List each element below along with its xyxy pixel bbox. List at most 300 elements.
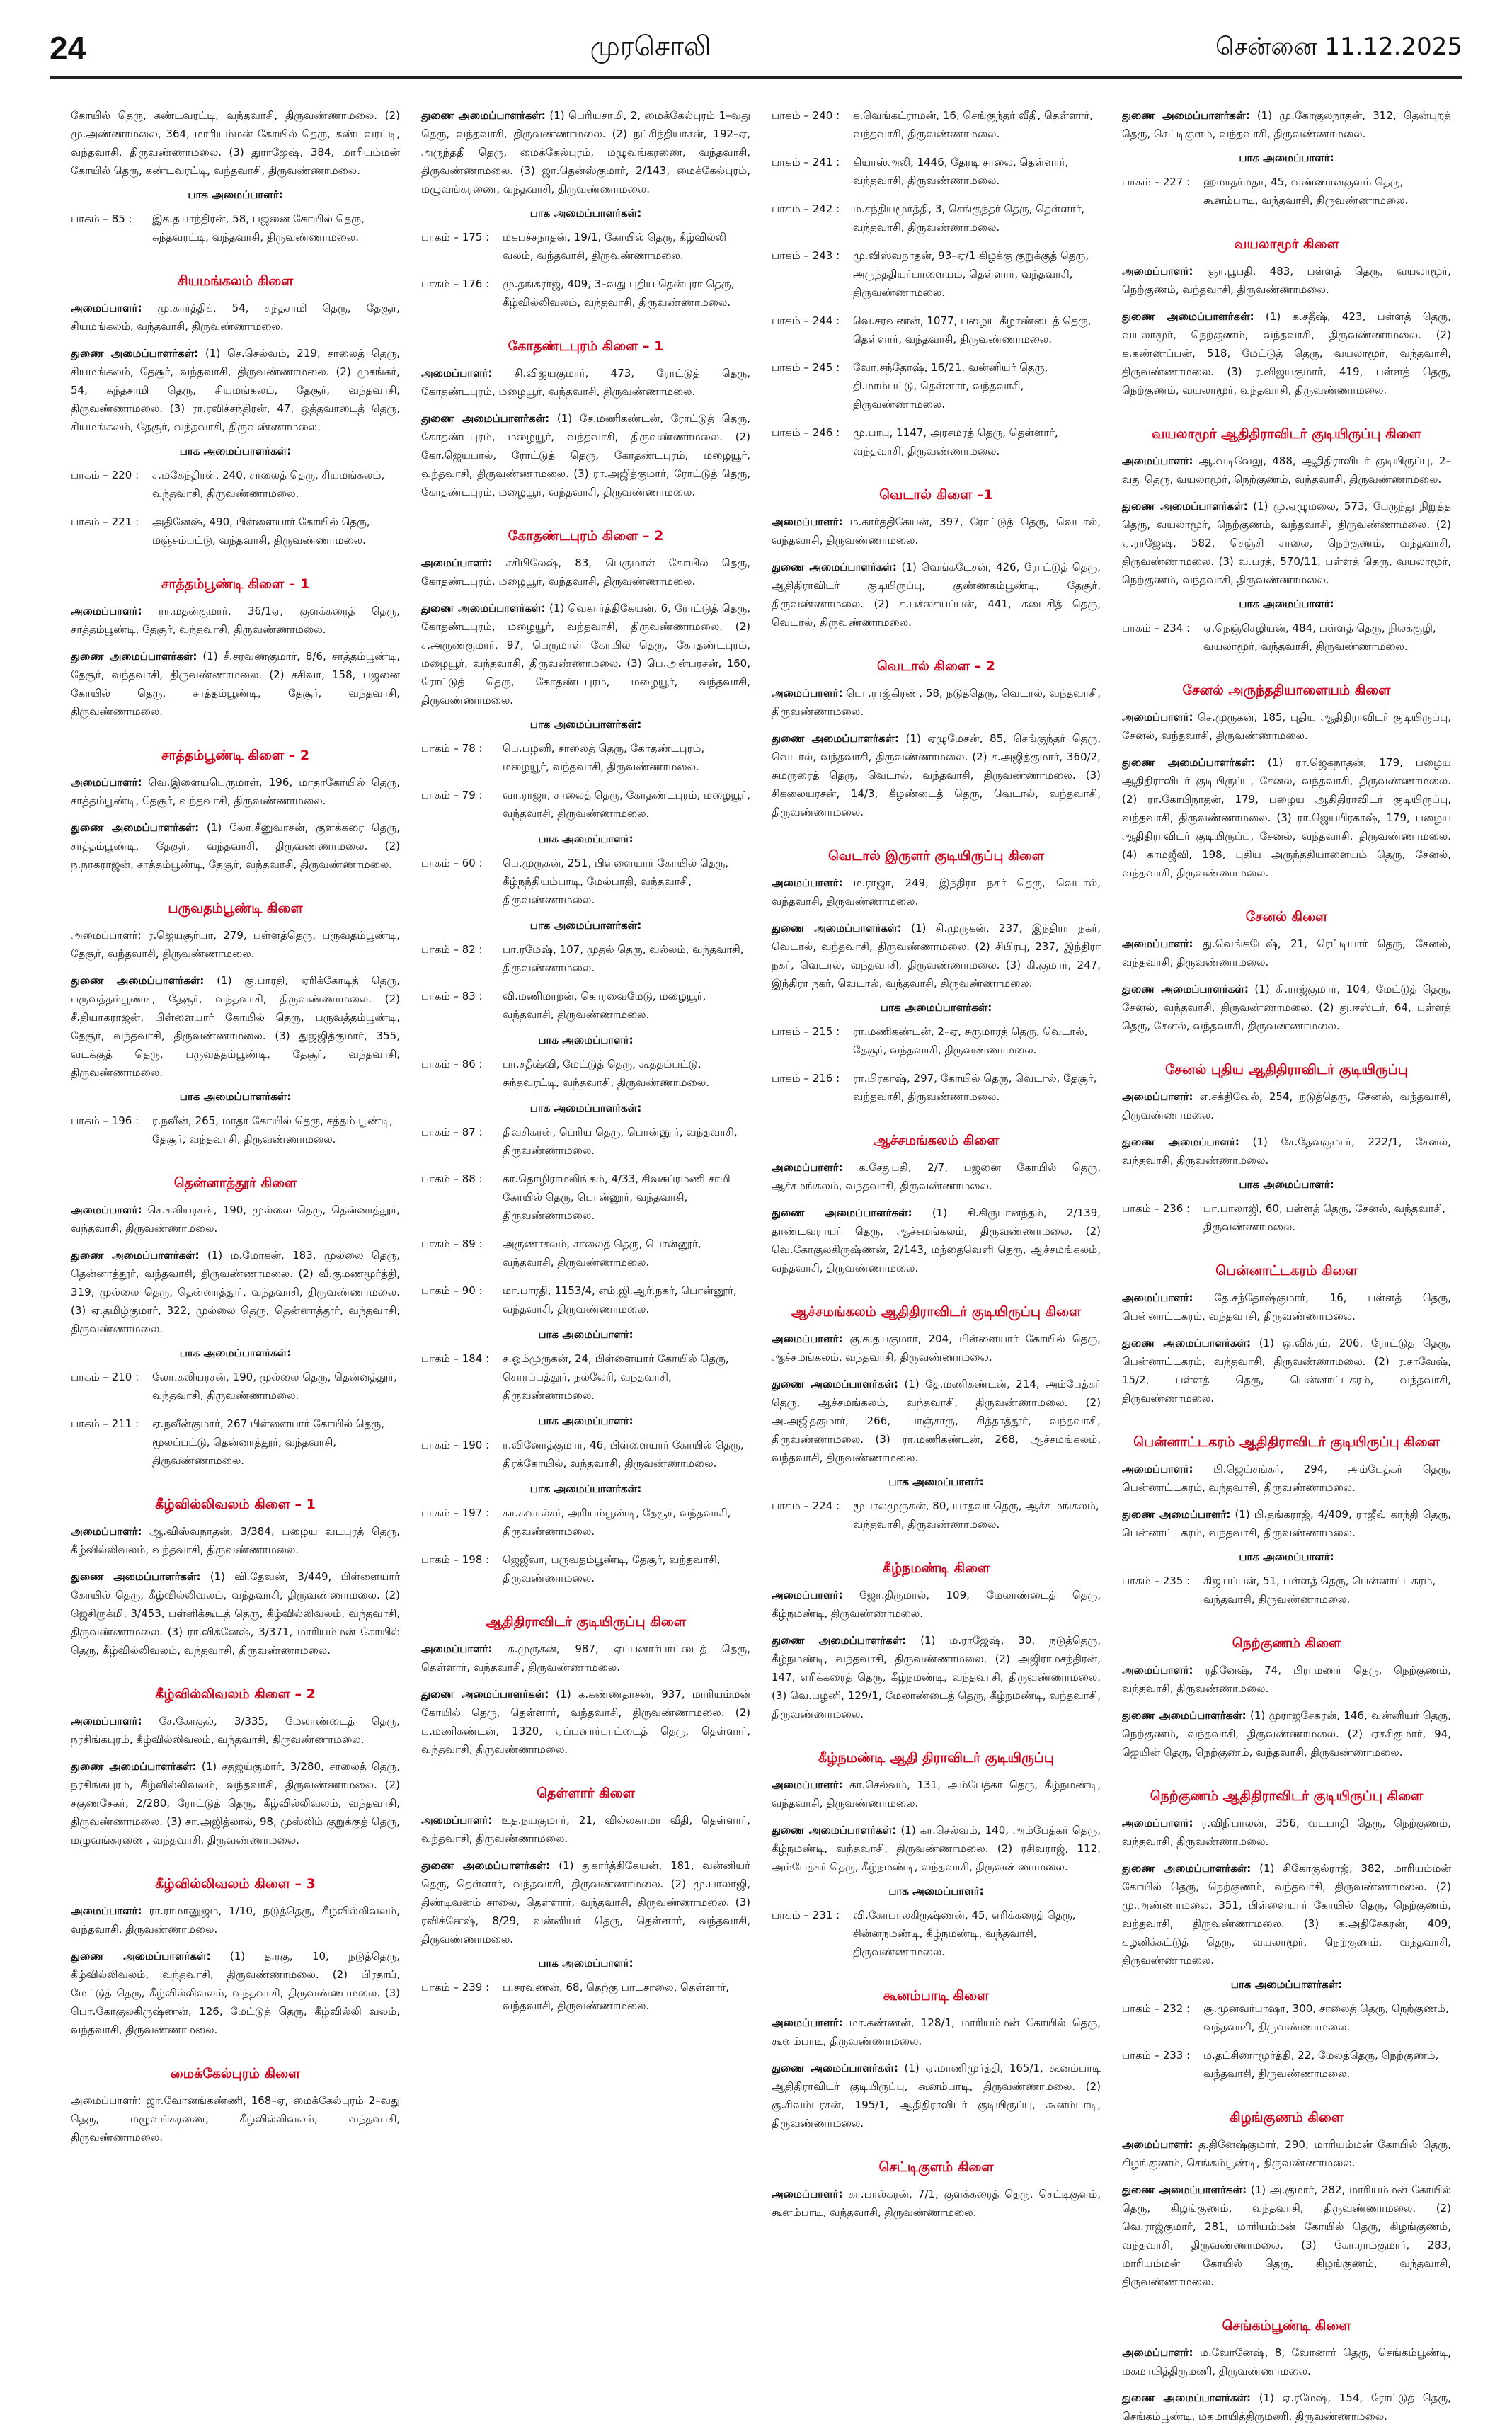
entry-text: வோ.சந்தோஷ், 16/21, வன்னியர் தெரு, தி.மாம்பட்டு, தெள்ளார், வந்தவாசி, திருவண்ணாமலை. [853,361,1048,411]
paragraph-text: (1) மு.கோகுலநாதன், 312, தென்புறத் தெரு, செட்டிகுளம், வந்தவாசி, திருவண்ணாமலை. [1122,109,1452,140]
body-paragraph [1122,1505,1451,1542]
branch-heading: சியமங்கலம் கிளை [177,273,294,289]
paragraph-text: ம.ராஜா, 249, இந்திரா நகர் தெரு, வெடால், வந்தவாசி, திருவண்ணாமலை. [772,876,1101,908]
part-entry [1122,1999,1451,2036]
entry-text: பா.சதீஷ்வி, மேட்டுத் தெரு, கூத்தம்பட்டு, சுந்தவரட்டி, வந்தவாசி, திருவண்ணாமலை. [503,1058,709,1089]
body-paragraph [71,971,400,1082]
body-paragraph [71,602,400,639]
body-paragraph [1122,2181,1451,2291]
entry-text: வெ.சரவணன், 1077, பழைய கீழாண்டைத் தெரு, தெள்ளார், வந்தவாசி, திருவண்ணாமலை. [853,314,1092,345]
body-paragraph [71,1902,400,1938]
branch-heading: நெற்குணம் ஆதிதிராவிடர் குடியிருப்பு கிளை [1150,1788,1424,1804]
part-entry [71,466,400,503]
role-label: துணை அமைப்பாளர்கள்: [421,1688,549,1701]
part-number: பாகம் – 224 : [772,1499,840,1512]
body-paragraph [1122,980,1451,1035]
column-1 [71,106,400,2434]
section-subheading: பாக அமைப்பாளர்: [1239,1178,1334,1191]
entry-text: ஹமாதர்மதா, 45, வண்ணான்குளம் தெரு, கூனம்பாடி, வந்தவாசி, திருவண்ணாமலை. [1203,176,1409,207]
role-label: துணை அமைப்பாளர்கள்: [1122,1709,1247,1722]
paragraph-text: க.முருகன், 987, ஏப்பனார்பாட்டைத் தெரு, தெள்ளார், வந்தவாசி, திருவண்ணாமலை. [421,1642,750,1674]
branch-heading: சேனல் புதிய ஆதிதிராவிடர் குடியிருப்பு [1165,1062,1408,1078]
body-paragraph [1122,1460,1451,1497]
paragraph-text: ர.விநிபாலன், 356, வடபாதி தெரு, நெற்குணம், வந்தவாசி, திருவண்ணாமலை. [1122,1817,1451,1848]
body-paragraph [1122,1859,1451,1970]
paragraph-text: (1) சிகோகுல்ராஜ், 382, மாரியம்மன் கோயில் தெரு, நெற்குணம், வந்தவாசி, திருவண்ணாமலை. (2) மு.அண்ணாமலை, 351, பிள்ளையார் கோயில் தெரு, நெற்குணம், வந்தவாசி, திருவண்ணாமலை. (3) க.அதிசேகரன், 409, கழனிக்கட்டுத் தெரு, வயலாமூர், நெற்குணம், வந்தவாசி, திருவண்ணாமலை. [1122,1862,1451,1967]
branch-heading: கீழ்நமண்டி கிளை [882,1560,990,1576]
part-entry [421,1170,750,1225]
part-number: பாகம் – 85 : [71,212,132,225]
body-paragraph [71,647,400,721]
role-label: அமைப்பாளர்: [772,1778,843,1791]
section-subheading: பாக அமைப்பாளர்கள்: [179,1090,292,1103]
section-subheading: பாக அமைப்பாளர்கள்: [179,445,292,457]
role-label: துணை அமைப்பாளர்கள்: [1122,756,1256,769]
part-number: பாகம் – 211 : [71,1417,139,1430]
branch-heading: பென்னாட்டகரம் ஆதிதிராவிடர் குடியிருப்பு கிளை [1133,1434,1440,1450]
part-number: பாகம் – 79 : [421,789,483,801]
branch-heading: தெள்ளார் கிளை [537,1785,635,1801]
body-paragraph [71,818,400,874]
role-label: அமைப்பாளர்: [71,1525,142,1538]
body-paragraph [71,1757,400,1849]
role-label: துணை அமைப்பாளர்கள்: [71,650,197,663]
part-number: பாகம் – 233 : [1122,2049,1191,2062]
section-subheading: பாக அமைப்பாளர்: [1239,152,1334,164]
role-label: அமைப்பாளர்: [421,1814,493,1827]
section-subheading: பாக அமைப்பாளர்கள்: [529,207,642,219]
body-paragraph [1122,1334,1451,1407]
branch-heading: கூனம்பாடி கிளை [883,1988,990,2004]
part-entry [1122,1572,1451,1609]
paragraph-text: (1) சதஜய்குமார், 3/280, சாலைத் தெரு, நரசிங்கபுரம், கீழ்வில்லிவலம், வந்தவாசி, திருவண்ணாமலை. (2) சகுணசேகர், 2/280, ரோட்டுத் தெரு, கீழ்வில்லிவலம், வந்தவாசி, திருவண்ணாமலை. (3) சா.அஜித்லால், 98, முஸ்லிம் குறுக்குத் தெரு, மழுவங்கரணை, வந்தவாசி, திருவண்ணாமலை. [71,1760,400,1846]
branch-heading: செங்கம்பூண்டி கிளை [1222,2318,1351,2333]
branch-heading: வெடால் இருளர் குடியிருப்பு கிளை [828,848,1044,864]
role-label: துணை அமைப்பாளர்கள்: [772,561,897,573]
part-entry [421,1978,750,2015]
part-entry [421,228,750,265]
role-label: அமைப்பாளர்: [1122,1090,1193,1103]
paragraph-text: த.தினேஷ்குமார், 290, மாரியம்மன் கோயில் தெரு, கிழங்குணம், செங்கம்பூண்டி, திருவண்ணாமலை. [1122,2138,1451,2169]
paragraph-text: (1) கி.ராஜ்குமார், 104, மேட்டுத் தெரு, சேனல், வந்தவாசி, திருவண்ணாமலை. (2) து.ஈஸ்டர், 64, பள்ளத் தெரு, சேனல், வந்தவாசி, திருவண்ணாமலை. [1122,983,1451,1032]
part-number: பாகம் – 215 : [772,1025,840,1038]
role-label: அமைப்பாளர்: [1122,2138,1193,2151]
body-paragraph [1122,307,1451,399]
entry-text: ஏ.நவீன்குமார், 267 பிள்ளையார் கோயில் தெரு, மூலப்பட்டு, தென்னாத்தூர், வந்தவாசி, திருவண்ணாமலை. [152,1417,384,1467]
part-number: பாகம் – 190 : [421,1439,490,1451]
paragraph-text: (1) ம.ராஜேஷ், 30, நடுத்தெரு, கீழ்நமண்டி, வந்தவாசி, திருவண்ணாமலை. (2) அஜிராமசந்திரன், 147, எரிக்கரைத் தெரு, கீழ்நமண்டி, வந்தவாசி, திருவண்ணாமலை. (3) வெ.பழனி, 129/1, மேலாண்டைத் தெரு, கீழ்நமண்டி, வந்தவாசி, திருவண்ணாமலை. [772,1634,1101,1720]
paragraph-text: (1) சே.மணிகண்டன், ரோட்டுத் தெரு, கோதண்டபுரம், மழையூர், வந்தவாசி, திருவண்ணாமலை. (2) கோ.ஜெயபால், ரோட்டுத் தெரு, கோதண்டபுரம், மழையூர், வந்தவாசி, திருவண்ணாமலை. (3) ரா.அஜித்குமார், ரோட்டுத் தெரு, கோதண்டபுரம், மழையூர், வந்தவாசி, திருவண்ணாமலை. [421,412,750,498]
part-number: பாகம் – 90 : [421,1284,483,1297]
paragraph-text: பொ.ராஜ்கிரண், 58, நடுத்தெரு, வெடால், வந்தவாசி, திருவண்ணாமலை. [772,687,1101,718]
body-paragraph [1122,1289,1451,1325]
section-subheading: பாக அமைப்பாளர்: [538,1415,634,1427]
entry-text: கா.தொழிராமலிங்கம், 4/33, சிவசுப்ரமணி சாமி கோயில் தெரு, பொன்னூர், வந்தவாசி, திருவண்ணாமலை. [503,1172,731,1222]
body-paragraph [1122,1661,1451,1698]
paragraph-text: (1) மு.ஏழுமலை, 573, பேருந்து நிறுத்த தெரு, வயலாமூர், நெற்குணம், வந்தவாசி, திருவண்ணாமலை. (2) ஏ.ராஜேஷ், 582, செஞ்சி சாலை, நெற்குணம், வந்தவாசி, திருவண்ணாமலை. (3) வ.பரத், 570/11, பள்ளத் தெரு, வயலாமூர், நெற்குணம், வந்தவாசி, திருவண்ணாமலை. [1122,500,1451,586]
body-paragraph [421,1811,750,1848]
part-entry [1122,2046,1451,2083]
part-entry [772,312,1101,348]
role-label: அமைப்பாளர்: [71,1904,142,1917]
body-paragraph [421,106,750,198]
part-number: பாகம் – 221 : [71,515,139,528]
paragraph-text: ஆ.விஸ்வநாதன், 3/384, பழைய வடபுரத் தெரு, கீழ்வில்லிவலம், வந்தவாசி, திருவண்ணாமலை. [71,1525,400,1556]
section-subheading: பாக அமைப்பாளர்: [538,1957,634,1970]
role-label: அமைப்பாளர்: [772,515,843,528]
entry-text: மு.தங்கராஜ், 409, 3–வது புதிய தென்புரா தெரு, கீழ்வில்லிவலம், வந்தவாசி, திருவண்ணாமலை. [503,278,735,309]
paragraph-text: து.வெங்கடேஷ், 21, ரெட்டியார் தெரு, சேனல், வந்தவாசி, திருவண்ணாமலை. [1122,937,1451,969]
part-entry [421,1504,750,1541]
role-label: துணை அமைப்பாளர்கள்: [772,732,899,745]
paragraph-text: (1) ஏ.ரமேஷ், 154, ரோட்டுத் தெரு, செங்கம்பூண்டி, மகமாயித்திருமணி, திருவண்ணாமலை. [1122,2392,1451,2423]
branch-heading: கீழ்நமண்டி ஆதி திராவிடர் குடியிருப்பு [818,1750,1054,1766]
body-paragraph [71,1947,400,2039]
body-paragraph [421,1856,750,1948]
section-subheading: பாக அமைப்பாளர்: [888,1885,984,1897]
part-entry [772,1022,1101,1059]
role-label: துணை அமைப்பாளர்கள்: [1122,1862,1252,1875]
branch-heading: கிழங்குணம் கிளை [1229,2110,1344,2125]
branch-heading: நெற்குணம் கிளை [1232,1635,1341,1651]
role-label: துணை அமைப்பாளர்கள்: [772,1634,907,1647]
branch-heading: கீழ்வில்லிவலம் கிளை – 3 [155,1876,316,1892]
section-subheading: பாக அமைப்பாளர்: [1239,1550,1334,1563]
part-entry [772,423,1101,460]
body-paragraph [772,2013,1101,2050]
role-label: துணை அமைப்பாளர்கள்: [421,412,550,425]
body-paragraph [772,1204,1101,1277]
part-number: பாகம் – 242 : [772,202,840,215]
column-2 [421,106,750,2434]
paragraph-text: ரா.மதன்குமார், 36/1ஏ, குளக்கரைத் தெரு, சாத்தம்பூண்டி, தேசூர், வந்தவாசி, திருவண்ணாமலை. [71,605,400,636]
part-number: பாகம் – 216 : [772,1072,840,1085]
entry-text: கியாஸ்அலி, 1446, தேரடி சாலை, தெள்ளார், வந்தவாசி, திருவண்ணாமலை. [853,156,1069,187]
part-number: பாகம் – 176 : [421,278,490,290]
part-number: பாகம் – 245 : [772,361,840,374]
paragraph-text: (1) ரா.ஜெகநாதன், 179, பழைய ஆதிதிராவிடர் குடியிருப்பு, சேனல், வந்தவாசி, திருவண்ணாமலை. (2) ரா.கோபிநாதன், 179, பழைய ஆதிதிராவிடர் குடியிருப்பு, வந்தவாசி, திருவண்ணாமலை. (3) ரா.ஜெயபிரகாஷ், 179, பழைய ஆதிதிராவிடர் குடியிருப்பு, சேனல், வந்தவாசி, திருவண்ணாமலை. (4) காமஜீவி, 198, புதிய அருந்ததியாளையம் தெரு, சேனல், வந்தவாசி, திருவண்ணாமலை. [1122,756,1451,879]
role-label: துணை அமைப்பாளர்கள்: [71,1249,200,1262]
entry-text: வி.மணிமாறன், கொரவைமேடு, மழையூர், வந்தவாசி, திருவண்ணாமலை. [503,990,706,1021]
body-paragraph [772,1631,1101,1723]
role-label: துணை அமைப்பாளர்கள்: [1122,2392,1252,2404]
part-entry [1122,1199,1451,1236]
paragraph-text: (1) ஏ.மாணிமூர்த்தி, 165/1, கூனம்பாடி ஆதிதிராவிடர் குடியிருப்பு, கூனம்பாடி, திருவண்ணாமலை. (2) கு.சிவம்பரசன், 195/1, ஆதிதிராவிடர் குடியிருப்பு, கூனம்பாடி, திருவண்ணாமலை. [772,2062,1101,2130]
paragraph-text: (1) துகார்த்திகேயன், 181, வன்னியர் தெரு, தெள்ளார், வந்தவாசி, திருவண்ணாமலை. (2) மு.பாலாஜி, திண்டிவனம் சாலை, தெள்ளார், வந்தவாசி, திருவண்ணாமலை. (3) ரவிக்னேஷ், 8/29, வன்னியர் தெரு, தெள்ளார், வந்தவாசி, திருவண்ணாமலை. [421,1859,750,1946]
entry-text: மகபச்சநாதன், 19/1, கோயில் தெரு, கீழ்வில்லி வலம், வந்தவாசி, திருவண்ணாமலை. [503,231,727,262]
masthead [50,20,1462,79]
part-entry [71,1112,400,1148]
role-label: அமைப்பாளர்: [1122,937,1193,950]
body-paragraph [71,1567,400,1659]
branch-heading: ஆதிதிராவிடர் குடியிருப்பு கிளை [486,1614,686,1630]
entry-text: மு.விஸ்வநாதன், 93–ஏ/1 கிழக்கு குறுக்குத் தெரு, அருந்ததியர்பாளையம், தெள்ளார், வந்தவாசி, திருவண்ணாமலை. [853,249,1089,299]
body-paragraph [772,2185,1101,2222]
part-number: பாகம் – 198 : [421,1553,490,1566]
part-number: பாகம் – 239 : [421,1981,490,1994]
part-number: பாகம் – 83 : [421,990,483,1002]
role-label: துணை அமைப்பாளர்கள்: [1122,500,1248,513]
body-paragraph [421,554,750,590]
entry-text: ப.சரவணன், 68, தெற்கு பாடசாலை, தெள்ளார், வந்தவாசி, திருவண்ணாமலை. [503,1981,730,2012]
branch-heading: தென்னாத்தூர் கிளை [173,1175,297,1191]
body-paragraph [1122,1814,1451,1851]
paragraph-text: மு.கார்த்திக், 54, சுந்தசாமி தெரு, தேசூர், சியமங்கலம், வந்தவாசி, திருவண்ணாமலை. [71,302,400,333]
body-paragraph [1122,935,1451,971]
part-number: பாகம் – 241 : [772,156,840,168]
entry-text: ரா.மணிகண்டன், 2–ஏ, சுருமாரத் தெரு, வெடால், தேசூர், வந்தவாசி, திருவண்ணாமலை. [853,1025,1088,1056]
body-paragraph [71,1201,400,1238]
body-paragraph [1122,2343,1451,2380]
part-number: பாகம் – 210 : [71,1371,139,1383]
body-paragraph [772,1776,1101,1812]
body-paragraph [421,599,750,709]
role-label: துணை அமைப்பாளர்கள்: [1122,310,1254,323]
part-number: பாகம் – 236 : [1122,1202,1191,1215]
entry-text: பெ.முருகன், 251, பிள்ளையார் கோயில் தெரு, கீழ்நந்தியம்பாடி, மேல்பாதி, வந்தவாசி, திருவண்ணாமலை. [503,857,729,906]
role-label: துணை அமைப்பாளர்கள்: [772,922,902,935]
part-entry [772,106,1101,143]
paragraph-text: (1) கு.பாரதி, ஏரிக்கோடித் தெரு, பருவத்தம்பூண்டி, தேசூர், வந்தவாசி, திருவண்ணாமலை. (2) சீ.தியாகராஜன், பிள்ளையார் கோயில் தெரு, பருவத்தம்பூண்டி, தேசூர், வந்தவாசி, திருவண்ணாமலை. (3) துஜஜித்குமார், 355, வடக்குத் தெரு, பருவத்தம்பூண்டி, தேசூர், வந்தவாசி, திருவண்ணாமலை. [71,974,400,1079]
paragraph-text: ம.கார்த்திகேயன், 397, ரோட்டுத் தெரு, வெடால், வந்தவாசி, திருவண்ணாமலை. [772,515,1101,547]
paragraph-text: சசிபிலேஷ், 83, பெருமாள் கோயில் தெரு, கோதண்டபுரம், மழையூர், வந்தவாசி, திருவண்ணாமலை. [421,556,750,588]
paragraph-text: (1) வெங்கடேசன், 426, ரோட்டுத் தெரு, ஆதிதிராவிடர் குடியிருப்பு, குண்ணகம்பூண்டி, தேசூர், திருவண்ணாமலை. (2) க.பச்சையப்பன், 441, கடைசித் தெரு, வெடால், திருவண்ணாமலை. [772,561,1101,629]
part-entry [421,1123,750,1160]
entry-text: வா.ராஜா, சாலைத் தெரு, கோதண்டபுரம், மழையூர், வந்தவாசி, திருவண்ணாமலை. [503,789,750,820]
part-number: பாகம் – 246 : [772,426,840,439]
body-paragraph [772,558,1101,632]
role-label: அமைப்பாளர்: [772,1161,843,1174]
body-paragraph [1122,452,1451,488]
role-label: துணை அமைப்பாளர்கள்: [1122,1337,1252,1349]
paragraph-text: செ.கலியரசன், 190, முல்லை தெரு, தென்னாத்தூர், வந்தவாசி, திருவண்ணாமலை. [71,1204,400,1235]
section-subheading: பாக அமைப்பாளர்கள்: [880,1001,992,1014]
role-label: துணை அமைப்பாளர்கள்: [71,821,200,834]
entry-text: சூ.முனவர்பாஷா, 300, சாலைத் தெரு, நெற்குணம், வந்தவாசி, திருவண்ணாமலை. [1203,2002,1449,2033]
body-paragraph [772,729,1101,821]
body-paragraph [71,344,400,436]
part-entry [71,1368,400,1405]
part-entry [772,153,1101,190]
paragraph-text: ரதினேஷ், 74, பிராமணர் தெரு, நெற்குணம், வந்தவாசி, திருவண்ணாமலை. [1122,1664,1451,1695]
part-number: பாகம் – 234 : [1122,622,1191,634]
part-number: பாகம் – 196 : [71,1114,139,1127]
branch-heading: வயலாமூர் ஆதிதிராவிடர் குடியிருப்பு கிளை [1152,426,1421,442]
body-paragraph [772,513,1101,549]
body-paragraph [772,919,1101,993]
section-subheading: பாக அமைப்பாளர்கள்: [179,1347,292,1359]
part-entry [772,358,1101,413]
part-entry [421,275,750,312]
part-entry [421,1235,750,1272]
role-label: அமைப்பாளர்: [772,2188,843,2200]
entry-text: வி.கோபாலகிருஷ்ணன், 45, எரிக்கரைத் தெரு, சின்னநமண்டி, கீழ்நமண்டி, வந்தவாசி, திருவண்ணாமலை. [853,1909,1076,1958]
body-paragraph [1122,2135,1451,2172]
role-label: துணை அமைப்பாளர்கள்: [71,1950,211,1962]
part-number: பாகம் – 232 : [1122,2002,1191,2015]
role-label: அமைப்பாளர்: [772,1589,843,1601]
branch-heading: வயலாமூர் கிளை [1234,236,1339,252]
paragraph-text: எ.சக்திவேல், 254, நடுத்தெரு, சேனல், வந்தவாசி, திருவண்ணாமலை. [1122,1090,1451,1121]
paragraph-text: மா.கண்ணன், 128/1, மாரியம்மன் கோயில் தெரு, கூனம்பாடி, திருவண்ணாமலை. [772,2016,1101,2047]
body-paragraph [772,1821,1101,1876]
body-paragraph [1122,497,1451,589]
paragraph-text: (1) க.கண்ணதாசன், 937, மாரியம்மன் கோயில் தெரு, தெள்ளார், வந்தவாசி, திருவண்ணாமலை. (2) ப.மணிகண்டன், 1320, ஏப்பனார்பாட்டைத் தெரு, தெள்ளார், வந்தவாசி, திருவண்ணாமலை. [421,1688,750,1756]
part-entry [772,1069,1101,1106]
entry-text: அதினேஷ், 490, பிள்ளையார் கோயில் தெரு, மஞ்சம்பட்டு, வந்தவாசி, திருவண்ணாமலை. [152,515,370,547]
role-label: அமைப்பாளர்: [421,1642,493,1655]
part-number: பாகம் – 87 : [421,1126,483,1138]
newspaper-name: முரசொலி [590,30,711,62]
paragraph-text: க.சேதுபதி, 2/7, பஜனை கோயில் தெரு, ஆச்சமங்கலம், வந்தவாசி, திருவண்ணாமலை. [772,1161,1101,1192]
role-label: அமைப்பாளர்: [1122,455,1193,467]
role-label: அமைப்பாளர்: [71,776,142,789]
paragraph-text: (1) செ.செல்வம், 219, சாலைத் தெரு, சியமங்கலம், தேசூர், வந்தவாசி, திருவண்ணாமலை. (2) முசங்கர், 54, சுந்தசாமி தெரு, சியமங்கலம், தேசூர், வந்தவாசி, திருவண்ணாமலை. (3) ரா.ரவிச்சந்திரன், 47, ஒத்தவாடைத் தெரு, சியமங்கலம், தேசூர், வந்தவாசி, திருவண்ணாமலை. [71,347,400,433]
page-number: 24 [50,30,86,67]
body-paragraph [772,1330,1101,1366]
entry-text: ம.சந்தியமூர்த்தி, 3, செங்குந்தர் தெரு, தெள்ளார், வந்தவாசி, திருவண்ணாமலை. [853,202,1085,234]
body-paragraph [421,364,750,401]
entry-text: ரா.பிரகாஷ், 297, கோயில் தெரு, வெடால், தேசூர், வந்தவாசி, திருவண்ணாமலை. [853,1072,1097,1103]
role-label: அமைப்பாளர்: [1122,1291,1193,1304]
paragraph-text: கு.க.தயகுமார், 204, பிள்ளையார் கோயில் தெரு, ஆச்சமங்கலம், வந்தவாசி, திருவண்ணாமலை. [772,1332,1101,1364]
paragraph-text: (1) லோ.சீனுவாசன், குளக்கரை தெரு, சாத்தம்பூண்டி, தேசூர், வந்தவாசி, திருவண்ணாமலை. (2) ந.நாகராஜன், சாத்தம்பூண்டி, தேசூர், வந்தவாசி, திருவண்ணாமலை. [71,821,400,871]
part-entry [421,786,750,823]
body-paragraph [1122,708,1451,745]
part-number: பாகம் – 240 : [772,109,840,122]
part-entry [1122,173,1451,210]
paragraph-text: (1) ஒ.விக்ரம், 206, ரோட்டுத் தெரு, பென்னாட்டகரம், வந்தவாசி, திருவண்ணாமலை. (2) ர.சாவேஷ், 15/2, பள்ளத் தெரு, பென்னாட்டகரம், வந்தவாசி, திருவண்ணாமலை. [1122,1337,1452,1405]
part-entry [772,246,1101,302]
section-subheading: பாக அமைப்பாளர்: [888,1475,984,1488]
body-paragraph [71,106,400,180]
part-number: பாகம் – 197 : [421,1507,490,1519]
entry-text: ர.நவீன், 265, மாதா கோயில் தெரு, சத்தம் பூண்டி, தேசூர், வந்தவாசி, திருவண்ணாமலை. [152,1114,393,1145]
branch-heading: கோதண்டபுரம் கிளை – 1 [508,338,664,354]
part-number: பாகம் – 60 : [421,857,483,869]
body-paragraph [71,2091,400,2147]
paragraph-text: (1) சே.தேவகுமார், 222/1, சேனல், வந்தவாசி, திருவண்ணாமலை. [1122,1136,1451,1167]
part-entry [421,739,750,776]
branch-heading: கோதண்டபுரம் கிளை – 2 [508,528,664,544]
body-paragraph [1122,1087,1451,1124]
paragraph-text: அமைப்பாளர்: ஜா.வோனங்கண்ணி, 168–ஏ, மைக்கேல்புரம் 2–வது தெரு, மழுவங்கரணை, கீழ்வில்லிவலம், வந்தவாசி, திருவண்ணாமலை. [71,2094,400,2144]
branch-heading: ஆச்சமங்கலம் ஆதிதிராவிடர் குடியிருப்பு கிளை [791,1304,1082,1320]
body-paragraph [421,409,750,501]
body-paragraph [772,1375,1101,1467]
body-paragraph [772,684,1101,721]
branch-heading: கீழ்வில்லிவலம் கிளை – 2 [155,1686,316,1702]
body-paragraph [1122,2389,1451,2426]
part-entry [421,854,750,909]
body-paragraph [772,1158,1101,1195]
section-subheading: பாக அமைப்பாளர்கள்: [529,919,642,932]
entry-text: மு.பாபு, 1147, அரசமரத் தெரு, தெள்ளார், வந்தவாசி, திருவண்ணாமலை. [853,426,1058,457]
paragraph-text: (1) சி.கிருபானந்தம், 2/139, தாண்டவராயர் தெரு, ஆச்சமங்கலம், திருவண்ணாமலை. (2) வெ.கோகுலகிருஷ்ணன், 2/143, மந்தைவெளி தெரு, ஆச்சமங்கலம், வந்தவாசி, திருவண்ணாமலை. [772,1206,1101,1274]
dateline: சென்னை 11.12.2025 [1215,33,1462,61]
paragraph-text: தே.சந்தோஷ்குமார், 16, பள்ளத் தெரு, பென்னாட்டகரம், வந்தவாசி, திருவண்ணாமலை. [1122,1291,1451,1322]
paragraph-text: வெ.இளையபெருமாள், 196, மாதாகோயில் தெரு, சாத்தம்பூண்டி, தேசூர், வந்தவாசி, திருவண்ணாமலை. [71,776,400,807]
part-number: பாகம் – 243 : [772,249,840,262]
role-label: துணை அமைப்பாளர்கள்: [772,1824,897,1836]
branch-heading: செட்டிகுளம் கிளை [878,2159,994,2175]
part-number: பாகம் – 175 : [421,231,490,244]
role-label: அமைப்பாளர்: [1122,1817,1193,1829]
role-label: அமைப்பாளர்: [71,1204,142,1216]
part-number: பாகம் – 244 : [772,314,840,327]
paragraph-text: சே.கோகுல், 3/335, மேலாண்டைத் தெரு, நரசிங்கபுரம், கீழ்வில்லிவலம், வந்தவாசி, திருவண்ணாமலை. [71,1715,400,1746]
section-subheading: பாக அமைப்பாளர்: [1239,598,1334,610]
entry-text: கிஜயப்பன், 51, பள்ளத் தெரு, பென்னாட்டகரம், வந்தவாசி, திருவண்ணாமலை. [1203,1575,1436,1606]
part-number: பாகம் – 89 : [421,1238,483,1250]
part-number: பாகம் – 88 : [421,1172,483,1185]
role-label: துணை அமைப்பாளர்கள்: [772,1206,912,1219]
paragraph-text: (1) கா.செல்வம், 140, அம்பேத்கர் தெரு, கீழ்நமண்டி, வந்தவாசி, திருவண்ணாமலை. (2) ரசிவராஜ், 112, அம்பேத்கர் தெரு, கீழ்நமண்டி, வந்தவாசி, திருவண்ணாமலை. [772,1824,1101,1873]
section-subheading: பாக அமைப்பாளர்கள்: [529,1102,642,1114]
paragraph-text: (1) க.சதீஷ், 423, பள்ளத் தெரு, வயலாமூர், நெற்குணம், வந்தவாசி, திருவண்ணாமலை. (2) க.கண்ணப்பன், 518, மேட்டுத் தெரு, வயலாமூர், வந்தவாசி, திருவண்ணாமலை. (3) ர.விஜயகுமார், 419, பள்ளத் தெரு, நெற்குணம், வயலாமூர், வந்தவாசி, திருவண்ணாமலை. [1122,310,1451,396]
body-paragraph [772,1586,1101,1623]
entry-text: ஜெஜீவா, பருவதம்பூண்டி, தேசூர், வந்தவாசி, திருவண்ணாமலை. [503,1553,721,1584]
entry-text: ம.தட்சிணாமூர்த்தி, 22, மேலத்தெரு, நெற்குணம், வந்தவாசி, திருவண்ணாமலை. [1203,2049,1439,2080]
role-label: அமைப்பாளர்: [1122,1463,1193,1475]
body-paragraph [71,773,400,810]
paragraph-text: கா.செல்வம், 131, அம்பேத்கர் தெரு, கீழ்நமண்டி, வந்தவாசி, திருவண்ணாமலை. [772,1778,1101,1810]
part-number: பாகம் – 227 : [1122,176,1191,188]
paragraph-text: (1) சீ.சரவணகுமார், 8/6, சாத்தம்பூண்டி, தேசூர், வந்தவாசி, திருவண்ணாமலை. (2) சசிவா, 158, பஜனை கோயில் தெரு, சாத்தம்பூண்டி, தேசூர், வந்தவாசி, திருவண்ணாமலை. [71,650,400,718]
paragraph-text: ஞா.பூபதி, 483, பள்ளத் தெரு, வயலாமூர், நெற்குணம், வந்தவாசி, திருவண்ணாமலை. [1122,265,1451,296]
paragraph-text: (1) ஏழுமேசன், 85, செங்குந்தர் தெரு, வெடால், வந்தவாசி, திருவண்ணாமலை. (2) ச.அஜித்குமார், 360/2, சுமருரைத் தெரு, வெடால், வந்தவாசி, திருவண்ணாமலை. (3) சிகலையரசன், 14/3, கீழண்டைத் தெரு, வெடால், வந்தவாசி, திருவண்ணாமலை. [772,732,1101,818]
entry-text: அருணாசலம், சாலைத் தெரு, பொன்னூர், வந்தவாசி, திருவண்ணாமலை. [503,1238,701,1269]
role-label: துணை அமைப்பாளர்கள்: [71,1760,197,1773]
paragraph-text: (1) முராஜசேகரன், 146, வன்னியர் தெரு, நெற்குணம், வந்தவாசி, திருவண்ணாமலை. (2) ஏசசிகுமார், 94, ஜெயின் தெரு, நெற்குணம், வந்தவாசி, திருவண்ணாமலை. [1122,1709,1451,1759]
entry-text: பா.ரமேஷ், 107, முதல் தெரு, வல்லம், வந்தவாசி, திருவண்ணாமலை. [503,943,744,974]
entry-text: க.வெங்கட்ராமன், 16, செங்குந்தர் வீதி, தெள்ளார், வந்தவாசி, திருவண்ணாமலை. [853,109,1093,140]
column-3 [772,106,1101,2434]
branch-heading: சாத்தம்பூண்டி கிளை – 2 [161,748,310,763]
paragraph-text: ம.வோனேஷ், 8, வோனார் தெரு, செங்கம்பூண்டி, மகமாயித்திருமணி, திருவண்ணாமலை. [1122,2346,1451,2377]
role-label: துணை அமைப்பாளர்கள்: [421,1859,551,1872]
paragraph-text: உத.நயகுமார், 21, வில்லகாமா வீதி, தெள்ளார், வந்தவாசி, திருவண்ணாமலை. [421,1814,750,1845]
part-number: பாகம் – 235 : [1122,1575,1191,1587]
role-label: அமைப்பாளர்: [1122,711,1193,724]
paragraph-text: (1) சி.முருகன், 237, இந்திரா நகர், வெடால், வந்தவாசி, திருவண்ணாமலை. (2) சிபிரபு, 237, இந்திரா நகர், வெடால், வந்தவாசி, திருவண்ணாமலை. (3) கி.குமார், 247, இந்திரா நகர், வெடால், வந்தவாசி, திருவண்ணாமலை. [772,922,1101,990]
branch-heading: சாத்தம்பூண்டி கிளை – 1 [161,576,310,592]
role-label: அமைப்பாளர்: [71,302,142,314]
body-paragraph [772,874,1101,910]
part-number: பாகம் – 78 : [421,742,483,755]
role-label: அமைப்பாளர்: [421,556,493,569]
branch-heading: கீழ்வில்லிவலம் கிளை – 1 [155,1497,316,1512]
paragraph-text: சி.விஜயகுமார், 473, ரோட்டுத் தெரு, கோதண்டபுரம், மழையூர், வந்தவாசி, திருவண்ணாமலை. [421,367,750,398]
branch-heading: சேனல் கிளை [1245,909,1328,925]
role-label: துணை அமைப்பாளர்கள்: [1122,983,1249,995]
part-number: பாகம் – 231 : [772,1909,840,1921]
paragraph-text: (1) பி.தங்கராஜ், 4/409, ராஜீவ் காந்தி தெரு, பென்னாட்டகரம், வந்தவாசி, திருவண்ணாமலை. [1122,1508,1452,1539]
section-subheading: பாக அமைப்பாளர்: [538,1328,634,1341]
paragraph-text: செ.முருகன், 185, புதிய ஆதிதிராவிடர் குடியிருப்பு, சேனல், வந்தவாசி, திருவண்ணாமலை. [1122,711,1451,742]
entry-text: கா.கவால்சர், அரியம்பூண்டி, தேசூர், வந்தவாசி, திருவண்ணாமலை. [503,1507,731,1538]
entry-text: ச.மகேந்திரன், 240, சாலைத் தெரு, சியமங்கலம், வந்தவாசி, திருவண்ணாமலை. [152,469,385,500]
role-label: துணை அமைப்பாளர்கள்: [772,2062,898,2074]
paragraph-text: (1) பெரியசாமி, 2, மைக்கேல்புரம் 1–வது தெரு, வந்தவாசி, திருவண்ணாமலை. (2) நட்சிந்தியாசன், 192–ஏ, அருந்ததி தெரு, மைக்கேல்புரம், மழுவங்கரணை, வந்தவாசி, திருவண்ணாமலை. (3) ஜா.தென்ஸ்குமார், 2/143, மைக்கேல்புரம், மழுவங்கரணை, வந்தவாசி, திருவண்ணாமலை. [421,109,750,195]
paragraph-text: (1) ம.மோகன், 183, முல்லை தெரு, தென்னாத்தூர், வந்தவாசி, திருவண்ணாமலை. (2) வீ.குமணமூர்த்தி, 319, முல்லை தெரு, தென்னாத்தூர், வந்தவாசி, திருவண்ணாமலை. (3) ஏ.தமிழ்குமார், 322, முல்லை தெரு, தென்னாத்தூர், வந்தவாசி, திருவண்ணாமலை. [71,1249,401,1335]
role-label: துணை அமைப்பாளர்கள்: [1122,2183,1247,2196]
section-subheading: பாக அமைப்பாளர்: [538,1034,634,1046]
paragraph-text: ஜோ.திருமால், 109, மேலாண்டைத் தெரு, கீழ்நமண்டி, திருவண்ணாமலை. [772,1589,1101,1620]
body-paragraph [71,1246,400,1338]
part-number: பாகம் – 86 : [421,1058,483,1070]
paragraph-text: அமைப்பாளர்: ர.ஜெயசூர்யா, 279, பள்ளத்தெரு, பருவதம்பூண்டி, தேசூர், வந்தவாசி, திருவண்ணாமலை. [71,929,400,960]
